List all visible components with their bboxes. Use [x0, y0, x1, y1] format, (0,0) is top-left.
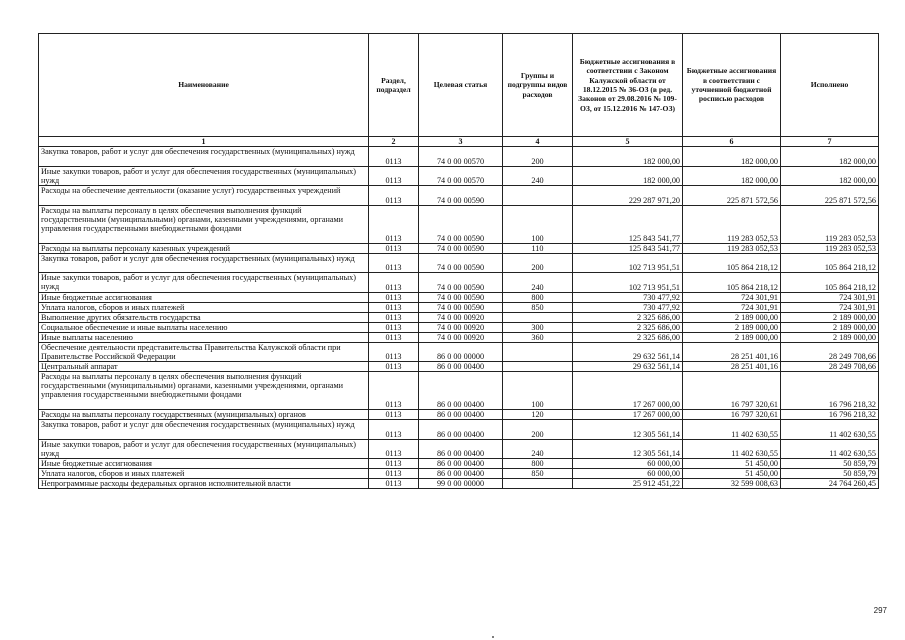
row-target: 86 0 00 00400: [419, 362, 503, 372]
row-name: Расходы на выплаты персоналу в целях обеспечения выполнения функций государственными (муниципальными) органами, казенными учреждениями, органами управления государственными внебюджетными фондами: [39, 205, 369, 243]
row-target: 74 0 00 00590: [419, 273, 503, 293]
table-row: [39, 459, 879, 469]
row-target: 74 0 00 00590: [419, 243, 503, 253]
row-executed-amount: 724 301,91: [781, 292, 879, 302]
row-law-amount: 125 843 541,77: [573, 205, 683, 243]
column-number: 1: [39, 137, 369, 147]
table-row: [39, 372, 879, 410]
row-executed-amount: 16 796 218,32: [781, 372, 879, 410]
row-name: Непрограммные расходы федеральных органов исполнительной власти: [39, 479, 369, 489]
row-refined-amount: 119 283 052,53: [683, 205, 781, 243]
row-section: 0113: [369, 243, 419, 253]
row-executed-amount: 2 189 000,00: [781, 312, 879, 322]
row-refined-amount: 2 189 000,00: [683, 322, 781, 332]
row-executed-amount: 119 283 052,53: [781, 205, 879, 243]
row-section: 0113: [369, 302, 419, 312]
row-refined-amount: 119 283 052,53: [683, 243, 781, 253]
table-row: [39, 147, 879, 167]
row-section: 0113: [369, 439, 419, 459]
table-row: [39, 322, 879, 332]
table-row: [39, 479, 879, 489]
row-refined-amount: 182 000,00: [683, 147, 781, 167]
row-section: 0113: [369, 312, 419, 322]
row-law-amount: 60 000,00: [573, 459, 683, 469]
table-row: [39, 420, 879, 440]
row-section: 0113: [369, 459, 419, 469]
column-number: 3: [419, 137, 503, 147]
budget-table-sheet: [38, 33, 878, 489]
row-law-amount: 17 267 000,00: [573, 372, 683, 410]
row-name: Иные бюджетные ассигнования: [39, 459, 369, 469]
row-executed-amount: 50 859,79: [781, 459, 879, 469]
row-executed-amount: 182 000,00: [781, 147, 879, 167]
budget-table: [38, 33, 879, 489]
row-target: 86 0 00 00000: [419, 342, 503, 362]
column-number: 2: [369, 137, 419, 147]
row-executed-amount: 182 000,00: [781, 166, 879, 186]
row-refined-amount: 28 251 401,16: [683, 362, 781, 372]
row-name: Иные закупки товаров, работ и услуг для обеспечения государственных (муниципальных) нужд: [39, 439, 369, 459]
row-section: 0113: [369, 420, 419, 440]
header-refined-allocations: Бюджетные ассигнования в соответствии с уточненной бюджетной росписью расходов: [683, 34, 781, 137]
row-target: 74 0 00 00590: [419, 302, 503, 312]
row-section: 0113: [369, 332, 419, 342]
row-name: Центральный аппарат: [39, 362, 369, 372]
row-group: [503, 362, 573, 372]
row-group: 850: [503, 302, 573, 312]
row-group: 240: [503, 439, 573, 459]
row-name: Социальное обеспечение и иные выплаты населению: [39, 322, 369, 332]
row-target: 86 0 00 00400: [419, 439, 503, 459]
row-target: 74 0 00 00570: [419, 166, 503, 186]
header-target: Целевая статья: [419, 34, 503, 137]
row-executed-amount: 28 249 708,66: [781, 362, 879, 372]
row-group: [503, 342, 573, 362]
row-executed-amount: 2 189 000,00: [781, 332, 879, 342]
row-target: 74 0 00 00590: [419, 292, 503, 302]
row-group: 100: [503, 372, 573, 410]
row-target: 86 0 00 00400: [419, 410, 503, 420]
row-refined-amount: 724 301,91: [683, 292, 781, 302]
row-group: [503, 312, 573, 322]
row-law-amount: 2 325 686,00: [573, 322, 683, 332]
row-law-amount: 29 632 561,14: [573, 342, 683, 362]
row-refined-amount: 2 189 000,00: [683, 332, 781, 342]
row-executed-amount: 24 764 260,45: [781, 479, 879, 489]
row-group: 300: [503, 322, 573, 332]
row-law-amount: 125 843 541,77: [573, 243, 683, 253]
row-group: 200: [503, 420, 573, 440]
table-row: [39, 166, 879, 186]
row-name: Иные бюджетные ассигнования: [39, 292, 369, 302]
row-refined-amount: 11 402 630,55: [683, 439, 781, 459]
column-number: 5: [573, 137, 683, 147]
header-law-allocations: Бюджетные ассигнования в соответствии с Законом Калужской области от 18.12.2015 № 36-ОЗ (в ред. Законов от 29.08.2016 № 109-ОЗ, от 15.12.2016 № 147-ОЗ): [573, 34, 683, 137]
header-groups: Группы и подгруппы видов расходов: [503, 34, 573, 137]
row-law-amount: 25 912 451,22: [573, 479, 683, 489]
row-section: 0113: [369, 322, 419, 332]
row-refined-amount: 32 599 008,63: [683, 479, 781, 489]
row-target: 74 0 00 00920: [419, 312, 503, 322]
row-name: Обеспечение деятельности представительства Правительства Калужской области при Правительстве Российской Федерации: [39, 342, 369, 362]
row-name: Закупка товаров, работ и услуг для обеспечения государственных (муниципальных) нужд: [39, 420, 369, 440]
row-law-amount: 730 477,92: [573, 292, 683, 302]
row-section: 0113: [369, 372, 419, 410]
row-target: 74 0 00 00590: [419, 186, 503, 206]
row-executed-amount: 50 859,79: [781, 469, 879, 479]
row-section: 0113: [369, 292, 419, 302]
row-target: 86 0 00 00400: [419, 372, 503, 410]
row-section: 0113: [369, 410, 419, 420]
row-name: Выполнение других обязательств государства: [39, 312, 369, 322]
row-law-amount: 12 305 561,14: [573, 420, 683, 440]
table-row: [39, 312, 879, 322]
row-group: [503, 479, 573, 489]
row-refined-amount: 16 797 320,61: [683, 372, 781, 410]
row-target: 74 0 00 00590: [419, 205, 503, 243]
row-law-amount: 229 287 971,20: [573, 186, 683, 206]
row-section: 0113: [369, 479, 419, 489]
row-name: Иные закупки товаров, работ и услуг для обеспечения государственных (муниципальных) нужд: [39, 273, 369, 293]
row-name: Уплата налогов, сборов и иных платежей: [39, 469, 369, 479]
row-law-amount: 182 000,00: [573, 166, 683, 186]
row-name: Расходы на выплаты персоналу казенных учреждений: [39, 243, 369, 253]
row-section: 0113: [369, 253, 419, 273]
row-law-amount: 2 325 686,00: [573, 312, 683, 322]
row-refined-amount: 724 301,91: [683, 302, 781, 312]
table-row: [39, 342, 879, 362]
row-group: 800: [503, 292, 573, 302]
row-refined-amount: 105 864 218,12: [683, 273, 781, 293]
column-number-row: [39, 137, 879, 147]
table-header-row: [39, 34, 879, 137]
table-row: [39, 292, 879, 302]
row-executed-amount: 119 283 052,53: [781, 243, 879, 253]
row-name: Уплата налогов, сборов и иных платежей: [39, 302, 369, 312]
row-law-amount: 102 713 951,51: [573, 273, 683, 293]
row-refined-amount: 28 251 401,16: [683, 342, 781, 362]
table-row: [39, 205, 879, 243]
page-number: 297: [873, 606, 887, 615]
table-row: [39, 273, 879, 293]
row-section: 0113: [369, 362, 419, 372]
row-section: 0113: [369, 469, 419, 479]
row-refined-amount: 11 402 630,55: [683, 420, 781, 440]
scan-speck: [492, 636, 494, 638]
row-name: Закупка товаров, работ и услуг для обеспечения государственных (муниципальных) нужд: [39, 253, 369, 273]
row-target: 86 0 00 00400: [419, 459, 503, 469]
row-target: 86 0 00 00400: [419, 420, 503, 440]
row-executed-amount: 2 189 000,00: [781, 322, 879, 332]
table-row: [39, 332, 879, 342]
row-refined-amount: 2 189 000,00: [683, 312, 781, 322]
row-target: 74 0 00 00590: [419, 253, 503, 273]
row-executed-amount: 28 249 708,66: [781, 342, 879, 362]
row-group: 850: [503, 469, 573, 479]
row-refined-amount: 51 450,00: [683, 469, 781, 479]
table-row: [39, 410, 879, 420]
row-law-amount: 12 305 561,14: [573, 439, 683, 459]
row-group: 200: [503, 253, 573, 273]
row-section: 0113: [369, 186, 419, 206]
row-executed-amount: 105 864 218,12: [781, 253, 879, 273]
row-group: 100: [503, 205, 573, 243]
column-number: 6: [683, 137, 781, 147]
row-executed-amount: 11 402 630,55: [781, 439, 879, 459]
row-target: 74 0 00 00920: [419, 332, 503, 342]
row-group: 120: [503, 410, 573, 420]
row-law-amount: 17 267 000,00: [573, 410, 683, 420]
row-target: 86 0 00 00400: [419, 469, 503, 479]
row-executed-amount: 16 796 218,32: [781, 410, 879, 420]
row-group: 240: [503, 273, 573, 293]
column-number: 7: [781, 137, 879, 147]
row-group: 110: [503, 243, 573, 253]
header-name: Наименование: [39, 34, 369, 137]
row-section: 0113: [369, 166, 419, 186]
row-target: 74 0 00 00920: [419, 322, 503, 332]
table-body: [39, 147, 879, 489]
table-row: [39, 469, 879, 479]
row-target: 74 0 00 00570: [419, 147, 503, 167]
row-name: Расходы на обеспечение деятельности (оказание услуг) государственных учреждений: [39, 186, 369, 206]
row-refined-amount: 51 450,00: [683, 459, 781, 469]
row-law-amount: 102 713 951,51: [573, 253, 683, 273]
row-law-amount: 182 000,00: [573, 147, 683, 167]
row-law-amount: 60 000,00: [573, 469, 683, 479]
row-refined-amount: 182 000,00: [683, 166, 781, 186]
row-law-amount: 29 632 561,14: [573, 362, 683, 372]
row-executed-amount: 225 871 572,56: [781, 186, 879, 206]
row-section: 0113: [369, 273, 419, 293]
row-group: 200: [503, 147, 573, 167]
row-group: 240: [503, 166, 573, 186]
row-group: 800: [503, 459, 573, 469]
table-row: [39, 302, 879, 312]
row-name: Иные выплаты населению: [39, 332, 369, 342]
table-row: [39, 186, 879, 206]
row-law-amount: 730 477,92: [573, 302, 683, 312]
row-name: Расходы на выплаты персоналу государственных (муниципальных) органов: [39, 410, 369, 420]
row-executed-amount: 105 864 218,12: [781, 273, 879, 293]
table-row: [39, 243, 879, 253]
row-section: 0113: [369, 342, 419, 362]
row-refined-amount: 16 797 320,61: [683, 410, 781, 420]
row-name: Расходы на выплаты персоналу в целях обеспечения выполнения функций государственными (муниципальными) органами, казенными учреждениями, органами управления государственными внебюджетными фондами: [39, 372, 369, 410]
table-row: [39, 253, 879, 273]
row-name: Иные закупки товаров, работ и услуг для обеспечения государственных (муниципальных) нужд: [39, 166, 369, 186]
row-refined-amount: 225 871 572,56: [683, 186, 781, 206]
column-number: 4: [503, 137, 573, 147]
table-row: [39, 439, 879, 459]
row-group: 360: [503, 332, 573, 342]
row-name: Закупка товаров, работ и услуг для обеспечения государственных (муниципальных) нужд: [39, 147, 369, 167]
row-refined-amount: 105 864 218,12: [683, 253, 781, 273]
row-group: [503, 186, 573, 206]
row-law-amount: 2 325 686,00: [573, 332, 683, 342]
row-section: 0113: [369, 147, 419, 167]
row-section: 0113: [369, 205, 419, 243]
row-executed-amount: 11 402 630,55: [781, 420, 879, 440]
table-row: [39, 362, 879, 372]
row-target: 99 0 00 00000: [419, 479, 503, 489]
header-section: Раздел, подраздел: [369, 34, 419, 137]
header-executed: Исполнено: [781, 34, 879, 137]
row-executed-amount: 724 301,91: [781, 302, 879, 312]
